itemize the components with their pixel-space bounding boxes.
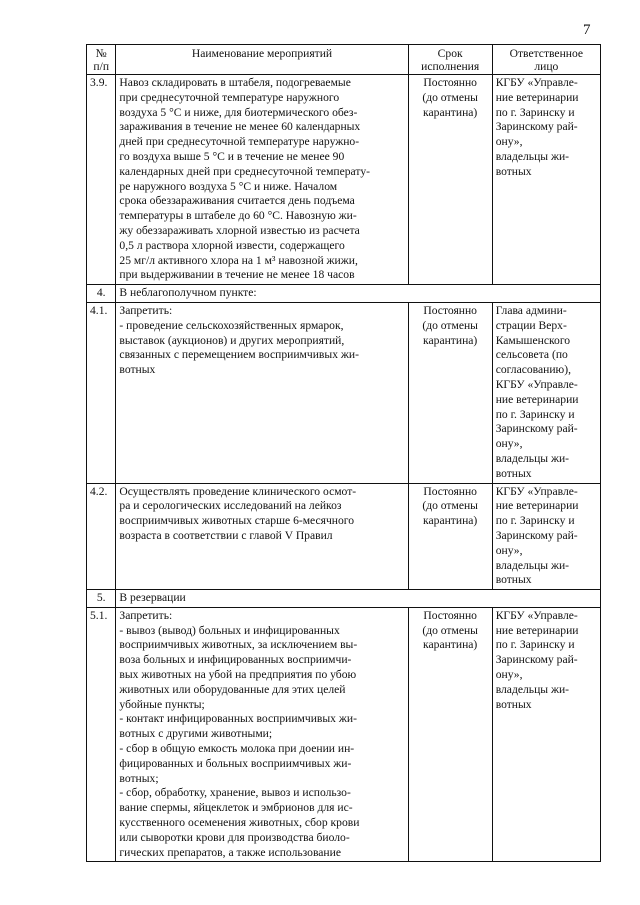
action-text-line: - проведение сельскохозяйственных ярмарок, [119, 318, 344, 332]
action-text-line: вых животных на убой на предприятия по убою [119, 668, 357, 682]
term-text-line: (до отмены [422, 90, 478, 104]
action-text-line: зараживания в течение не менее 60 календарных [119, 120, 361, 134]
term-text-line: Постоянно [423, 76, 477, 89]
header-action: Наименование мероприятий [116, 45, 408, 75]
action-text-line: вотных; [119, 771, 159, 785]
action-text-line: дней при среднесуточной температуре наружно- [119, 135, 360, 149]
responsible-text-line: по г. Заринску и [495, 407, 575, 421]
action-text [116, 483, 408, 590]
action-text-line: 0,5 л раствора хлорной извести, содержащего [119, 238, 345, 252]
responsible-text-line: ону», [495, 543, 523, 557]
action-text-line: 25 мг/л активного хлора на 1 м³ навозной жижи, [119, 253, 358, 267]
section-title: В резервации [116, 590, 601, 608]
table-header-row [87, 45, 601, 75]
responsible-text-line: КГБУ «Управле- [495, 484, 578, 498]
action-text-line: фицированных и больных восприимчивых жи- [119, 756, 352, 770]
responsible-text [492, 302, 600, 483]
action-text-line: выставок (аукционов) и других мероприятий, [119, 333, 345, 347]
responsible-text-line: вотных [495, 164, 532, 178]
responsible-text-line: КГБУ «Управле- [495, 608, 578, 622]
page-number: 7 [583, 22, 591, 38]
responsible-text-line: сельсовета (по [495, 348, 568, 362]
term-text-line: карантина) [423, 514, 478, 528]
table-row [87, 302, 601, 483]
action-text-line: гических препаратов, а также использование [119, 845, 341, 859]
table-row [87, 483, 601, 590]
action-text-line: ра и серологических исследований на лейкоз [119, 499, 342, 513]
action-text-line: ре наружного воздуха 5 °С и ниже. Началом [119, 179, 338, 193]
responsible-text-line: Заринскому рай- [495, 653, 578, 667]
term-text-line: (до отмены [422, 318, 478, 332]
responsible-text-line: вотных [495, 573, 532, 587]
action-text-line: - сбор в общую емкость молока при доении ин- [119, 742, 355, 756]
action-text-line: Запретить: [119, 303, 173, 317]
responsible-text-line: ону», [495, 437, 523, 451]
action-text-line: связанных с перемещением восприимчивых жи- [119, 348, 359, 362]
responsible-text-line: Заринскому рай- [495, 528, 578, 542]
term-text-line: карантина) [423, 638, 478, 652]
action-text-line: животных или оборудованные для этих целей [119, 682, 346, 696]
responsible-text-line: согласованию), [495, 363, 571, 377]
responsible-text-line: вотных [495, 466, 532, 480]
responsible-text-line: по г. Заринску и [495, 514, 575, 528]
action-text-line: - контакт инфицированных восприимчивых жи- [119, 712, 357, 726]
action-text-line: или сыворотки крови для производства биоло- [119, 830, 350, 844]
measures-table [86, 44, 601, 862]
action-text-line: срока обеззараживания считается день подъема [119, 194, 355, 208]
responsible-text-line: ние ветеринарии [495, 392, 579, 406]
term-text [408, 483, 492, 590]
term-text [408, 75, 492, 285]
term-text-line: Постоянно [423, 484, 477, 498]
action-text-line: воза больных и инфицированных восприимчи- [119, 653, 352, 667]
responsible-text-line: КГБУ «Управле- [495, 377, 578, 391]
action-text-line: восприимчивых животных, за исключением вы- [119, 638, 358, 652]
term-text [408, 607, 492, 862]
term-text [408, 302, 492, 483]
term-text-line: Постоянно [423, 303, 477, 317]
responsible-text-line: по г. Заринску и [495, 638, 575, 652]
row-number: 5.1. [87, 607, 116, 862]
responsible-text-line: КГБУ «Управле- [495, 76, 578, 89]
action-text-line: - сбор, обработку, хранение, вывоз и использо- [119, 786, 351, 800]
action-text [116, 607, 408, 862]
action-text-line: восприимчивых животных старше 6-месячного [119, 514, 355, 528]
action-text-line: вание спермы, яйцеклеток и эмбрионов для ис- [119, 801, 353, 815]
action-text-line: - вывоз (вывод) больных и инфицированных [119, 623, 340, 637]
action-text-line: кусственного осеменения животных, сбор крови [119, 816, 360, 830]
responsible-text-line: владельцы жи- [495, 451, 570, 465]
responsible-text-line: ону», [495, 668, 523, 682]
action-text-line: при среднесуточной температуре наружного [119, 90, 340, 104]
table-row [87, 607, 601, 862]
action-text-line: воздуха 5 °С и ниже, для биотермического обез- [119, 105, 358, 119]
responsible-text-line: ону», [495, 135, 523, 149]
term-text-line: карантина) [423, 105, 478, 119]
action-text [116, 302, 408, 483]
term-text-line: (до отмены [422, 623, 478, 637]
table-body [87, 75, 601, 862]
responsible-text [492, 607, 600, 862]
action-text-line: жу обеззараживать хлорной известью из расчета [119, 223, 360, 237]
term-text-line: (до отмены [422, 499, 478, 513]
action-text-line: го воздуха выше 5 °С и в течение не менее 90 [119, 149, 345, 163]
action-text-line: Навоз складировать в штабеля, подогреваемые [119, 76, 351, 89]
responsible-text-line: Заринскому рай- [495, 422, 578, 436]
header-responsible: Ответственное лицо [492, 45, 600, 75]
action-text-line: убойные пункты; [119, 697, 205, 711]
action-text-line: вотных [119, 363, 156, 377]
row-number: 4.1. [87, 302, 116, 483]
action-text-line: Запретить: [119, 608, 173, 622]
responsible-text [492, 75, 600, 285]
row-number: 4.2. [87, 483, 116, 590]
term-text-line: Постоянно [423, 608, 477, 622]
responsible-text-line: Камышенского [495, 333, 571, 347]
responsible-text-line: вотных [495, 697, 532, 711]
responsible-text-line: владельцы жи- [495, 149, 570, 163]
section-row [87, 285, 601, 303]
table-row [87, 75, 601, 285]
responsible-text-line: ние ветеринарии [495, 90, 579, 104]
responsible-text-line: владельцы жи- [495, 558, 570, 572]
responsible-text-line: по г. Заринску и [495, 105, 575, 119]
action-text-line: календарных дней при среднесуточной температу- [119, 164, 370, 178]
term-text-line: карантина) [423, 333, 478, 347]
action-text-line: температуры в штабеле до 60 °С. Навозную жи- [119, 209, 357, 223]
section-number: 5. [87, 590, 116, 608]
section-number: 4. [87, 285, 116, 303]
action-text-line: при выдерживании в течение не менее 18 часов [119, 268, 355, 282]
responsible-text-line: страции Верх- [495, 318, 567, 332]
responsible-text-line: ние ветеринарии [495, 499, 579, 513]
section-title: В неблагополучном пункте: [116, 285, 601, 303]
responsible-text [492, 483, 600, 590]
action-text [116, 75, 408, 285]
action-text-line: Осуществлять проведение клинического осмот- [119, 484, 357, 498]
action-text-line: вотных с другими животными; [119, 727, 273, 741]
action-text-line: возраста в соответствии с главой V Правил [119, 528, 333, 542]
responsible-text-line: Заринскому рай- [495, 120, 578, 134]
row-number: 3.9. [87, 75, 116, 285]
responsible-text-line: владельцы жи- [495, 682, 570, 696]
responsible-text-line: Глава админи- [495, 303, 567, 317]
section-row [87, 590, 601, 608]
responsible-text-line: ние ветеринарии [495, 623, 579, 637]
header-term: Срок исполнения [408, 45, 492, 75]
header-num: № п/п [87, 45, 116, 75]
